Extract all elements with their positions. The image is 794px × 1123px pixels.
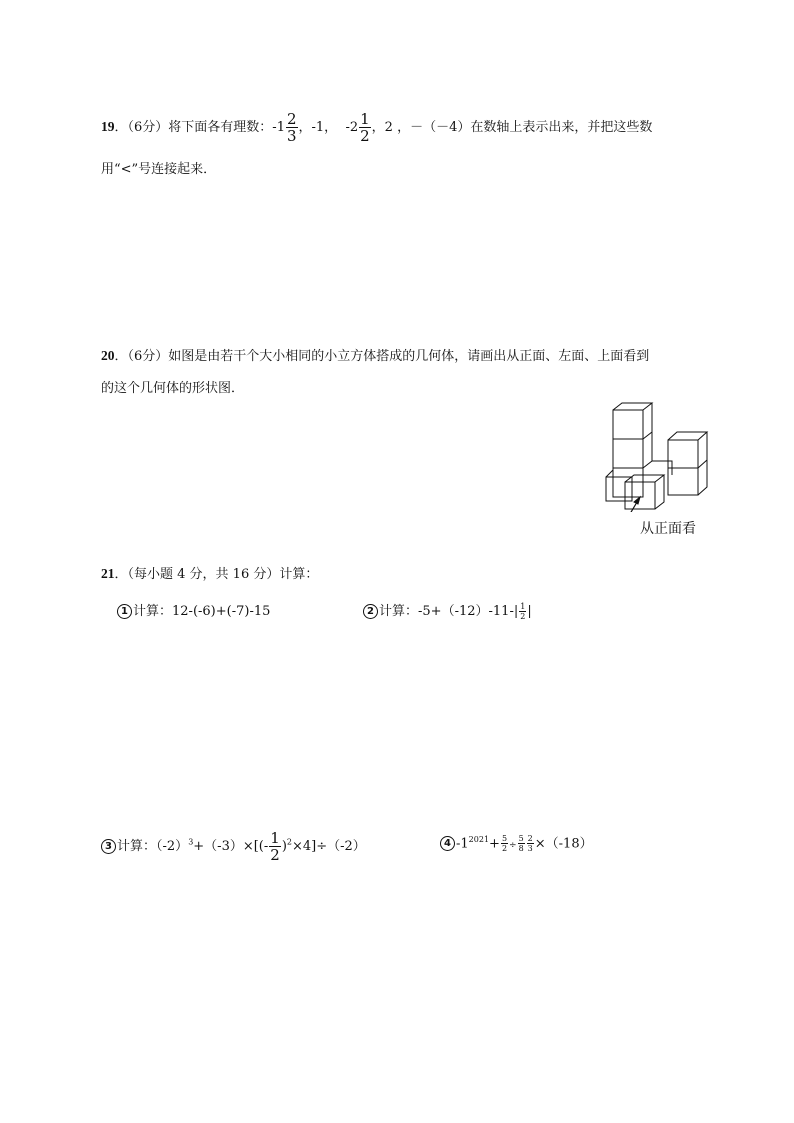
cube-stack-figure	[600, 400, 712, 512]
q21-p1-label: 计算：	[133, 604, 173, 619]
q21-part4	[440, 830, 593, 855]
q19-line1	[101, 111, 652, 144]
q21-p4-div: ÷	[509, 840, 517, 851]
q19-frac2-num: 1	[360, 110, 370, 128]
q19-fraction-1	[286, 111, 298, 144]
q21-p4-f1-num: 5	[501, 834, 508, 844]
q21-p2-fraction	[519, 602, 526, 621]
q21-p3-frac-den: 2	[270, 846, 280, 864]
q21-p3-frac-num: 1	[270, 829, 280, 847]
q20-number: 20	[101, 348, 115, 363]
q21-p1-expr: 12-(-6)+(-7)-15	[172, 604, 271, 619]
q20-points: ．（6分）	[114, 349, 169, 364]
q20-text1: 如图是由若干个大小相同的小立方体搭成的几何体，请画出从正面、左面、上面看到	[168, 349, 650, 364]
q21-p4-f1-den: 2	[501, 844, 508, 854]
q21-p3-label: 计算：	[117, 839, 157, 854]
q21-header-text: ．（每小题 4 分，共 16 分）计算：	[114, 567, 319, 582]
q21-part2	[363, 602, 532, 622]
q21-p4-fraction-1	[501, 834, 508, 853]
q21-p4-f3-den: 3	[527, 844, 533, 854]
q21-p4-f3-num: 2	[527, 834, 533, 844]
circled-number-3: 3	[101, 839, 116, 854]
q21-p4-fraction-3	[527, 834, 534, 853]
q19-tail: 在数轴上表示出来，并把这些数	[470, 120, 653, 135]
q19-fraction-2	[359, 111, 371, 144]
q21-p2-label: 计算：	[379, 604, 419, 619]
q19-frac1-den: 3	[286, 127, 297, 145]
q21-p3-expr-c: ×4]÷（-2）	[292, 839, 366, 854]
q19-frac1-num: 2	[286, 110, 297, 128]
q19-frac2-den: 2	[360, 127, 370, 145]
q21-p3-exp-b: 2	[286, 837, 292, 847]
q20-line2: 的这个几何体的形状图．	[101, 381, 245, 396]
q21-part3: 3 计算：$(-2)^3+(-3)\times[(-$ $\frac{1}{2}$ )$^2$×4]÷（-2）	[101, 830, 366, 863]
q21-p3-expr-b: +（-3）×[(-	[193, 839, 269, 854]
figure-caption: 从正面看	[640, 521, 696, 537]
q21-p2-expr: -5+（-12）-11-|	[418, 604, 519, 619]
q21-p4-fraction-2	[518, 834, 525, 853]
circled-number-2: 2	[363, 604, 378, 619]
q19-sep2: ，2 ，－（－4）	[371, 120, 471, 135]
q21-part1	[117, 602, 270, 622]
q19-n3-whole: -2	[345, 120, 359, 135]
circled-number-1: 1	[117, 604, 132, 619]
q21-p3-expr-a: （-2）	[156, 839, 189, 854]
q21-p4-f2-den: 8	[518, 844, 524, 854]
q21-p2-frac-den: 2	[520, 612, 526, 621]
q21-p4-plus: +	[489, 836, 500, 852]
q21-p3-fraction	[269, 830, 281, 863]
q19-number: 19	[101, 119, 115, 134]
q21-number: 21	[101, 566, 115, 581]
q21-p3-exp-a: 3	[188, 837, 194, 847]
q19-line2: 用“<”号连接起来．	[101, 162, 217, 177]
q19-sep1: ，-1，	[298, 120, 338, 135]
q20-line1	[101, 346, 649, 367]
q19-points: ．（6分）	[114, 120, 169, 135]
q21-p2-frac-num: 1	[520, 602, 526, 611]
q21-p4-exp-a: 2021	[468, 835, 490, 844]
circled-number-4: 4	[440, 836, 455, 851]
q21-p2-end: |	[527, 604, 532, 619]
q21-p4-f2-num: 5	[518, 834, 524, 844]
q19-n1-whole: -1	[272, 120, 285, 135]
q21-p4-expr-b: ×（-18）	[534, 836, 593, 852]
q21-header	[101, 564, 318, 585]
q19-lead: 将下面各有理数：	[168, 120, 273, 135]
q21-p4-expr-a: -1	[456, 836, 469, 852]
